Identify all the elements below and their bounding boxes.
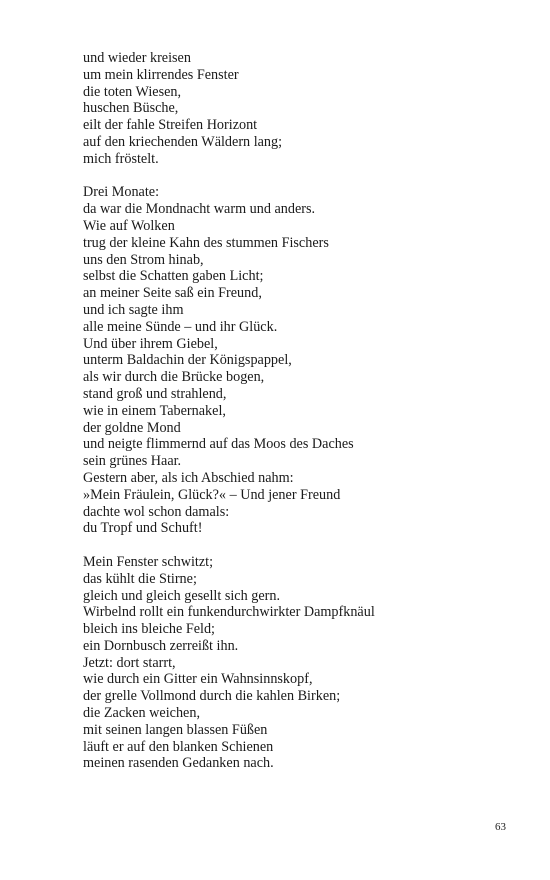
poem-line: läuft er auf den blanken Schienen (83, 738, 274, 755)
poem-line: uns den Strom hinab, (83, 251, 204, 268)
poem-line: trug der kleine Kahn des stummen Fischers (83, 234, 329, 251)
poem-line: die Zacken weichen, (83, 705, 200, 722)
poem-line: eilt der fahle Streifen Horizont (83, 117, 258, 134)
page-number: 63 (495, 821, 506, 833)
poem-line: huschen Büsche, (83, 100, 179, 117)
poem-line: an meiner Seite saß ein Freund, (83, 285, 262, 302)
poem-line: Wie auf Wolken (83, 217, 175, 234)
poem-line: die toten Wiesen, (83, 83, 182, 100)
poem-line: meinen rasenden Gedanken nach. (83, 755, 274, 772)
poem-line: Drei Monate: (83, 184, 160, 201)
poem-line: der goldne Mond (83, 419, 181, 436)
poem-line: als wir durch die Brücke bogen, (83, 369, 265, 386)
poem-line: sein grünes Haar. (83, 453, 182, 470)
poem-line: ein Dornbusch zerreißt ihn. (83, 637, 239, 654)
poem-line: Gestern aber, als ich Abschied nahm: (83, 469, 294, 486)
poem-line: Mein Fenster schwitzt; (83, 553, 214, 570)
poem-line: und ich sagte ihm (83, 301, 184, 318)
poem-line: Jetzt: dort starrt, (83, 654, 176, 671)
poem-line: das kühlt die Stirne; (83, 570, 197, 587)
poem-line: Und über ihrem Giebel, (83, 335, 218, 352)
stanza-2 (83, 184, 503, 537)
poem-line: mit seinen langen blassen Füßen (83, 721, 268, 738)
poem-line: und neigte flimmernd auf das Moos des Daches (83, 436, 354, 453)
poem-line: wie durch ein Gitter ein Wahnsinnskopf, (83, 671, 313, 688)
stanza-3 (83, 554, 503, 772)
poem-line: bleich ins bleiche Feld; (83, 621, 215, 638)
poem-line: selbst die Schatten gaben Licht; (83, 268, 264, 285)
poem-line: da war die Mondnacht warm und anders. (83, 201, 316, 218)
stanza-1 (83, 50, 503, 168)
poem-line: wie in einem Tabernakel, (83, 402, 226, 419)
poem-line: stand groß und strahlend, (83, 385, 227, 402)
poem-line: auf den kriechenden Wäldern lang; (83, 133, 283, 150)
poem-line: gleich und gleich gesellt sich gern. (83, 587, 280, 604)
poem-line: »Mein Fräulein, Glück?« – Und jener Freund (83, 486, 341, 503)
poem-line: mich fröstelt. (83, 150, 159, 167)
poem-line: und wieder kreisen (83, 50, 191, 66)
poem-line: du Tropf und Schuft! (83, 520, 203, 537)
poem-line: dachte wol schon damals: (83, 503, 230, 520)
poem-line: um mein klirrendes Fenster (83, 66, 239, 83)
poem-line: der grelle Vollmond durch die kahlen Birken; (83, 688, 341, 705)
poem-line: alle meine Sünde – und ihr Glück. (83, 318, 278, 335)
poem-line: unterm Baldachin der Königspappel, (83, 352, 292, 369)
poem-text (83, 50, 503, 772)
poem-line: Wirbelnd rollt ein funkendurchwirkter Dampfknäul (83, 604, 375, 621)
